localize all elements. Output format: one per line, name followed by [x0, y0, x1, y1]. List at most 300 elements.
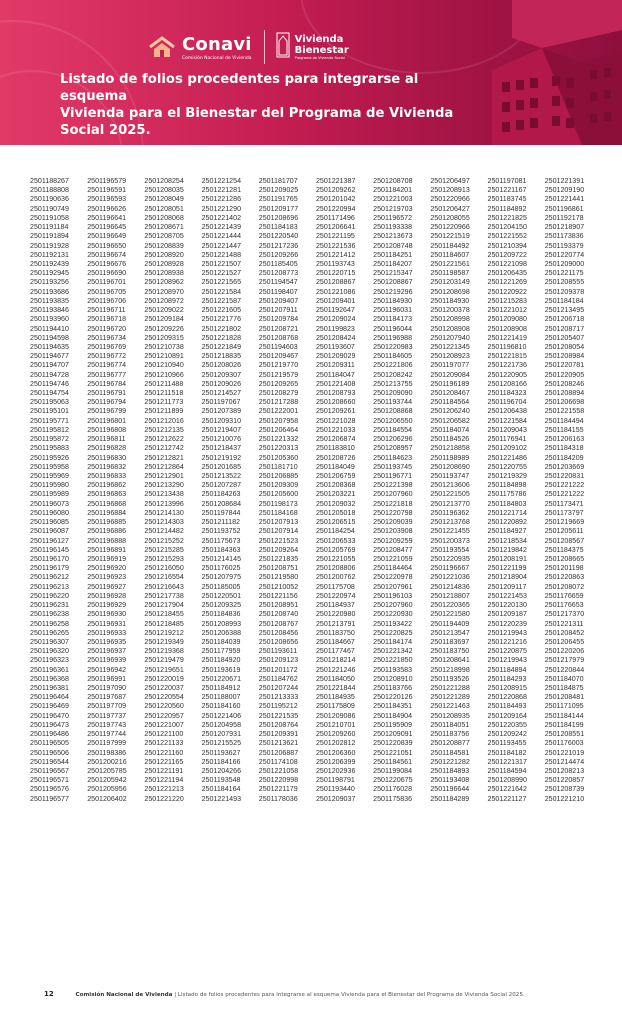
- folio-cell: 2501220844: [544, 665, 585, 674]
- footer-separator: |: [174, 992, 178, 998]
- folio-cell: 2501207244: [258, 684, 299, 693]
- folio-cell: 2501214303: [144, 518, 184, 527]
- folio-cell: 2501208690: [430, 462, 470, 471]
- folio-cell: 2501195771: [30, 416, 69, 425]
- folio-cell: 2501208748: [373, 241, 413, 250]
- folio-cell: 2501197743: [87, 720, 127, 729]
- folio-cell: 2501194635: [30, 342, 69, 351]
- folio-cell: 2501196320: [30, 647, 69, 656]
- folio-cell: 2501215283: [487, 296, 527, 305]
- folio-cell: 2501196923: [87, 573, 127, 582]
- folio-cell: 2501184904: [373, 711, 413, 720]
- folio-cell: 2501184168: [258, 508, 298, 517]
- folio-cell: 2501209177: [258, 204, 299, 213]
- folio-cell: 2501184605: [373, 352, 413, 361]
- folio-cell: 2501218437: [201, 444, 242, 453]
- folio-cell: 2501209310: [201, 416, 242, 425]
- folio-cell: 2501215525: [201, 739, 242, 748]
- folio-cell: 2501196220: [30, 591, 69, 600]
- folio-cell: 2501208751: [258, 564, 299, 573]
- folio-cell: 2501208915: [487, 684, 527, 693]
- folio-cell: 2501218534: [487, 536, 527, 545]
- folio-cell: 2501206296: [373, 435, 413, 444]
- folio-cell: 2501216050: [144, 564, 184, 573]
- folio-cell: 2501196567: [30, 767, 69, 775]
- folio-cell: 2501213791: [315, 619, 356, 628]
- folio-cell: 2501196801: [87, 416, 127, 425]
- folio-cell: 2501208555: [544, 278, 585, 287]
- folio-cell: 2501193752: [201, 527, 241, 536]
- folio-cell: 2501188007: [201, 693, 241, 702]
- folio-cell: 2501221199: [487, 564, 527, 573]
- folio-cell: 2501220313: [258, 444, 299, 453]
- folio-cell: 2501209309: [258, 481, 299, 490]
- folio-cell: 2501209784: [258, 315, 299, 324]
- folio-cell: 2501208049: [144, 195, 184, 204]
- folio-cell: 2501209325: [201, 601, 242, 610]
- folio-cell: 2501221311: [544, 619, 584, 628]
- folio-cell: 2501183756: [430, 730, 470, 739]
- conavi-name: Conavi: [182, 33, 252, 55]
- folio-cell: 2501206163: [544, 435, 585, 444]
- folio-cell: 2501220892: [487, 518, 527, 527]
- folio-cell: 2501195883: [30, 444, 69, 453]
- title-line-1: Listado de folios procedentes para integrarse al esquema: [60, 72, 419, 104]
- folio-cell: 2501210966: [144, 370, 184, 379]
- folio-cell: 2501209026: [201, 379, 242, 388]
- folio-cell: 2501190636: [30, 195, 69, 204]
- building-illustration: [472, 0, 622, 145]
- folio-cell: 2501184051: [430, 720, 470, 729]
- folio-cell: 2501198407: [258, 287, 298, 296]
- folio-cell: 2501196777: [87, 370, 127, 379]
- folio-cell: 2501193455: [487, 739, 527, 748]
- folio-cell: 2501210891: [144, 352, 184, 361]
- folio-cell: 2501221444: [201, 232, 242, 241]
- folio-cell: 2501206240: [430, 407, 470, 416]
- folio-cell: 2501221493: [201, 794, 242, 803]
- folio-cell: 2501196231: [30, 601, 69, 610]
- folio-cell: 2501206885: [258, 472, 299, 480]
- folio-cell: 2501209401: [315, 296, 356, 305]
- folio-cell: 2501219669: [544, 518, 585, 527]
- folio-cell: 2501208254: [144, 177, 184, 185]
- folio-cell: 2501213673: [373, 232, 413, 241]
- folio-cell: 2501221100: [144, 730, 184, 739]
- folio-cell: 2501197077: [430, 361, 470, 370]
- folio-cell: 2501221194: [144, 776, 184, 785]
- folio-cell: 2501207960: [373, 490, 413, 499]
- folio-cell: 2501207958: [258, 416, 299, 425]
- folio-cell: 2501196771: [373, 472, 413, 480]
- folio-cell: 2501197081: [487, 177, 527, 185]
- folio-cell: 2501217904: [144, 601, 184, 610]
- folio-cell: 2501221133: [144, 739, 184, 748]
- folio-cell: 2501221222: [544, 490, 585, 499]
- folio-cell: 2501171095: [544, 702, 584, 711]
- folio-column: [430, 177, 487, 804]
- folio-cell: 2501184912: [201, 684, 241, 693]
- folio-cell: 2501197844: [201, 508, 241, 517]
- folio-cell: 2501210940: [144, 361, 184, 370]
- folio-cell: 2501196928: [87, 591, 127, 600]
- folio-cell: 2501213438: [144, 490, 184, 499]
- folio-cell: 2501194603: [258, 342, 298, 351]
- folio-cell: 2501215252: [144, 536, 184, 545]
- folio-cell: 2501208935: [430, 711, 470, 720]
- folio-cell: 2501193554: [430, 545, 470, 554]
- folio-cell: 2501193583: [373, 665, 413, 674]
- folio-cell: 2501196645: [87, 223, 127, 232]
- folio-cell: 2501196044: [373, 324, 413, 333]
- folio-cell: 2501173471: [544, 499, 584, 508]
- folio-cell: 2501196720: [87, 324, 127, 333]
- folio-cell: 2501205785: [87, 767, 127, 775]
- folio-cell: 2501196031: [373, 306, 413, 315]
- folio-cell: 2501196888: [87, 536, 127, 545]
- folio-cell: 2501217236: [258, 241, 299, 250]
- folio-cell: 2501204266: [201, 767, 242, 775]
- folio-cell: 2501221191: [144, 767, 184, 775]
- folio-cell: 2501194707: [30, 361, 69, 370]
- folio-cell: 2501221086: [315, 287, 356, 296]
- folio-cell: 2501208641: [430, 656, 470, 665]
- folio-cell: 2501213547: [430, 628, 470, 637]
- folio-cell: 2501209022: [144, 306, 184, 315]
- folio-cell: 2501209260: [315, 730, 356, 739]
- folio-cell: 2501196473: [30, 720, 69, 729]
- folio-cell: 2501221195: [315, 232, 355, 241]
- folio-cell: 2501206641: [315, 223, 356, 232]
- folio-cell: 2501184581: [430, 748, 470, 757]
- folio-cell: 2501220365: [430, 601, 470, 610]
- folio-cell: 2501212742: [144, 444, 184, 453]
- folio-cell: 2501212135: [144, 425, 184, 434]
- folio-cell: 2501184927: [487, 527, 527, 536]
- folio-cell: 2501221156: [258, 591, 298, 600]
- folio-cell: 2501221007: [144, 720, 184, 729]
- folio-cell: 2501208739: [544, 785, 585, 794]
- folio-cell: 2501197687: [87, 693, 127, 702]
- folio-cell: 2501208913: [430, 186, 470, 195]
- folio-cell: 2501196833: [87, 472, 127, 480]
- folio-cell: 2501208246: [544, 379, 585, 388]
- folio-cell: 2501221552: [487, 232, 527, 241]
- folio-cell: 2501220130: [487, 601, 527, 610]
- folio-cell: 2501184526: [430, 435, 470, 444]
- folio-cell: 2501220755: [487, 462, 527, 471]
- folio-cell: 2501194547: [258, 278, 298, 287]
- folio-cell: 2501220839: [373, 739, 413, 748]
- folio-cell: 2501206698: [544, 398, 585, 407]
- folio-cell: 2501202812: [315, 739, 356, 748]
- folio-cell: 2501196830: [87, 453, 127, 462]
- folio-cell: 2501196705: [87, 287, 127, 296]
- folio-cell: 2501196774: [87, 361, 127, 370]
- folio-cell: 2501196641: [87, 213, 127, 222]
- folio-cell: 2501220966: [430, 195, 470, 204]
- folio-cell: 2501209032: [315, 499, 356, 508]
- folio-cell: 2501218904: [487, 573, 527, 582]
- folio-cell: 2501218835: [201, 352, 242, 361]
- folio-cell: 2501221289: [430, 693, 470, 702]
- folio-cell: 2501205600: [258, 490, 299, 499]
- folio-cell: 2501195926: [30, 453, 69, 462]
- folio-cell: 2501220905: [487, 370, 527, 379]
- folio-cell: 2501196576: [30, 785, 69, 794]
- folio-cell: 2501196212: [30, 573, 69, 582]
- folio-cell: 2501195212: [258, 702, 298, 711]
- folio-cell: 2501209039: [373, 518, 413, 527]
- folio-cell: 2501219580: [258, 573, 299, 582]
- folio-cell: 2501219770: [258, 361, 299, 370]
- folio-cell: 2501193548: [201, 776, 241, 785]
- folio-cell: 2501215285: [144, 545, 184, 554]
- folio-cell: 2501184875: [544, 684, 584, 693]
- folio-cell: 2501196323: [30, 656, 69, 665]
- folio-cell: 2501184182: [487, 748, 527, 757]
- folio-cell: 2501207940: [430, 333, 470, 342]
- folio-cell: 2501196238: [30, 610, 69, 619]
- folio-cell: 2501220868: [487, 693, 527, 702]
- vivienda-wordmark: [295, 34, 349, 60]
- folio-cell: 2501220966: [430, 223, 470, 232]
- folio-cell: 2501220781: [544, 361, 585, 370]
- folio-cell: 2501221561: [430, 259, 470, 268]
- folio-cell: 2501196085: [30, 518, 69, 527]
- folio-cell: 2501196863: [87, 490, 127, 499]
- folio-cell: 2501184323: [487, 389, 527, 398]
- folio-cell: 2501196307: [30, 637, 69, 646]
- folio-cell: 2501175786: [487, 490, 527, 499]
- folio-cell: 2501210052: [258, 582, 299, 591]
- folio-cell: 2501221587: [201, 296, 242, 305]
- folio-cell: 2501220671: [201, 674, 242, 683]
- folio-cell: 2501196701: [87, 278, 127, 287]
- folio-cell: 2501208054: [544, 342, 585, 351]
- folio-cell: 2501220983: [373, 342, 413, 351]
- folio-cell: 2501196811: [87, 435, 126, 444]
- folio-cell: 2501208990: [487, 776, 527, 785]
- folio-column: [30, 177, 87, 804]
- folio-cell: 2501184201: [373, 186, 413, 195]
- folio-cell: 2501221505: [430, 490, 470, 499]
- folio-cell: 2501196544: [30, 757, 69, 766]
- folio-cell: 2501196832: [87, 462, 127, 471]
- folio-cell: 2501221849: [201, 342, 242, 351]
- folio-cell: 2501219703: [373, 204, 413, 213]
- folio-cell: 2501218455: [144, 610, 184, 619]
- folio-cell: 2501208928: [144, 259, 184, 268]
- folio-cell: 2501197744: [87, 730, 127, 739]
- folios-table: [30, 177, 602, 804]
- folio-cell: 2501197090: [87, 684, 127, 693]
- folio-cell: 2501220206: [544, 647, 585, 656]
- folio-cell: 2501221453: [487, 591, 527, 600]
- folio-cell: 2501196080: [30, 508, 69, 517]
- folio-cell: 2501208072: [544, 582, 585, 591]
- folio-cell: 2501196919: [87, 554, 127, 563]
- folio-cell: 2501221736: [487, 361, 527, 370]
- folio-cell: 2501184207: [373, 259, 413, 268]
- folio-cell: 2501221850: [373, 656, 413, 665]
- folio-cell: 2501213495: [544, 306, 585, 315]
- folio-cell: 2501210394: [487, 241, 527, 250]
- folio-cell: 2501208910: [373, 674, 413, 683]
- folio-cell: 2501208877: [430, 739, 470, 748]
- folio-cell: 2501209187: [487, 610, 527, 619]
- folio-cell: 2501219349: [144, 637, 184, 646]
- folio-cell: 2501220825: [373, 628, 413, 637]
- folio-cell: 2501208972: [144, 296, 184, 305]
- folio-cell: 2501208698: [430, 287, 470, 296]
- folio-cell: 2501209265: [258, 379, 299, 388]
- folio-cell: 2501200373: [430, 536, 470, 545]
- folio-cell: 2501196828: [87, 444, 127, 453]
- folio-cell: 2501221558: [544, 407, 585, 416]
- folio-cell: 2501193745: [373, 462, 413, 471]
- folio-cell: 2501193686: [30, 287, 69, 296]
- folio-cell: 2501184184: [544, 296, 584, 305]
- folio-cell: 2501216643: [144, 582, 184, 591]
- folio-cell: 2501207914: [258, 527, 299, 536]
- folio-cell: 2501213621: [258, 739, 299, 748]
- folio-cell: 2501218998: [430, 665, 470, 674]
- folio-cell: 2501208998: [430, 315, 470, 324]
- folio-cell: 2501208806: [315, 564, 356, 573]
- folio-cell: 2501208767: [258, 619, 299, 628]
- folio-cell: 2501206718: [544, 315, 585, 324]
- folio-cell: 2501184199: [544, 720, 584, 729]
- folio-cell: 2501183810: [315, 444, 355, 453]
- folio-cell: 2501196577: [30, 794, 69, 803]
- folio-cell: 2501193846: [30, 306, 69, 315]
- folio-cell: 2501184173: [373, 315, 413, 324]
- folio-cell: 2501221246: [315, 665, 356, 674]
- folio-cell: 2501220935: [430, 554, 470, 563]
- folio-cell: 2501184762: [258, 674, 298, 683]
- folio-cell: 2501196505: [30, 739, 69, 748]
- folio-cell: 2501184144: [544, 711, 584, 720]
- folio-cell: 2501208424: [315, 333, 356, 342]
- folio-cell: 2501196486: [30, 730, 69, 739]
- folio-cell: 2501209091: [373, 730, 413, 739]
- folio-cell: 2501193256: [30, 278, 69, 287]
- folio-cell: 2501221167: [487, 186, 527, 195]
- folio-cell: 2501184166: [201, 757, 241, 766]
- folio-cell: 2501196649: [87, 232, 127, 241]
- folio-cell: 2501184935: [315, 693, 355, 702]
- folio-cell: 2501196885: [87, 518, 127, 527]
- folio-cell: 2501192178: [544, 213, 584, 222]
- folio-cell: 2501219192: [201, 453, 242, 462]
- folio-cell: 2501208923: [430, 352, 470, 361]
- conavi-subtitle: Comisión Nacional de Vivienda: [182, 55, 252, 61]
- folio-cell: 2501220957: [144, 711, 184, 720]
- folio-cell: 2501221036: [430, 573, 470, 582]
- folio-cell: 2501221455: [430, 527, 470, 536]
- folio-cell: 2501208920: [144, 250, 184, 259]
- folio-cell: 2501196506: [30, 748, 69, 757]
- folio-cell: 2501220930: [373, 610, 413, 619]
- folio-cell: 2501184209: [544, 453, 584, 462]
- folio-cell: 2501184155: [544, 425, 584, 434]
- folio-cell: 2501208938: [144, 269, 184, 278]
- folio-cell: 2501221565: [201, 278, 242, 287]
- folio-cell: 2501203908: [373, 527, 413, 536]
- folio-cell: 2501208868: [373, 407, 413, 416]
- logo-separator: [264, 30, 265, 64]
- folio-cell: 2501221286: [201, 195, 242, 204]
- folio-cell: 2501208984: [544, 352, 585, 361]
- folio-cell: 2501221213: [144, 785, 184, 794]
- folio-cell: 2501208452: [544, 628, 585, 637]
- folio-cell: 2501209307: [201, 370, 242, 379]
- folio-cell: 2501221486: [487, 453, 527, 462]
- folio-cell: 2501183766: [373, 684, 413, 693]
- folio-cell: 2501221342: [373, 647, 413, 656]
- folio-cell: 2501196470: [30, 711, 69, 720]
- folio-cell: 2501221398: [373, 481, 413, 490]
- folio-cell: 2501200216: [87, 757, 127, 766]
- folio-cell: 2501196706: [87, 296, 127, 305]
- folio-cell: 2501209407: [258, 296, 299, 305]
- conavi-logo-icon: [148, 35, 176, 59]
- folio-cell: 2501207975: [201, 573, 242, 582]
- folio-cell: 2501196711: [87, 306, 126, 315]
- folio-cell: 2501203149: [430, 278, 470, 287]
- folio-cell: 2501221536: [315, 241, 356, 250]
- folio-cell: 2501204150: [487, 223, 527, 232]
- folio-cell: 2501221806: [373, 361, 413, 370]
- folio-cell: 2501221019: [544, 748, 585, 757]
- folio-cell: 2501207961: [373, 582, 413, 591]
- folio-cell: 2501221160: [144, 748, 184, 757]
- folio-cell: 2501196808: [87, 425, 127, 434]
- folio-cell: 2501220675: [373, 776, 413, 785]
- folio-cell: 2501193960: [30, 315, 69, 324]
- folio-cell: 2501184667: [315, 637, 355, 646]
- folio-cell: 2501208242: [373, 370, 413, 379]
- folio-cell: 2501208740: [258, 610, 299, 619]
- folio-cell: 2501208951: [258, 601, 299, 610]
- folio-cell: 2501214145: [201, 554, 242, 563]
- folio-cell: 2501183697: [430, 637, 470, 646]
- folio-cell: 2501221580: [430, 610, 470, 619]
- folio-cell: 2501196794: [87, 398, 127, 407]
- folio-cell: 2501212016: [144, 416, 184, 425]
- folio-cell: 2501201172: [258, 665, 298, 674]
- folio-cell: 2501208456: [258, 628, 299, 637]
- folio-cell: 2501208671: [144, 223, 184, 232]
- folio-cell: 2501194728: [30, 370, 69, 379]
- folio-cell: 2501196258: [30, 619, 69, 628]
- folio-cell: 2501212901: [144, 472, 184, 480]
- folio-cell: 2501193379: [544, 241, 584, 250]
- folio-cell: 2501185005: [201, 582, 241, 591]
- folio-cell: 2501221059: [373, 554, 413, 563]
- folio-cell: 2501176028: [373, 785, 413, 794]
- folio-cell: 2501220037: [144, 684, 184, 693]
- folio-cell: 2501196127: [30, 536, 69, 545]
- folio-cell: 2501221282: [430, 757, 470, 766]
- folio-cell: 2501221714: [487, 508, 527, 517]
- folio-cell: 2501196626: [87, 204, 127, 213]
- folio-cell: 2501192945: [30, 269, 69, 278]
- folio-cell: 2501208696: [258, 213, 299, 222]
- folio-cell: 2501209024: [315, 315, 356, 324]
- folio-cell: 2501208970: [144, 287, 184, 296]
